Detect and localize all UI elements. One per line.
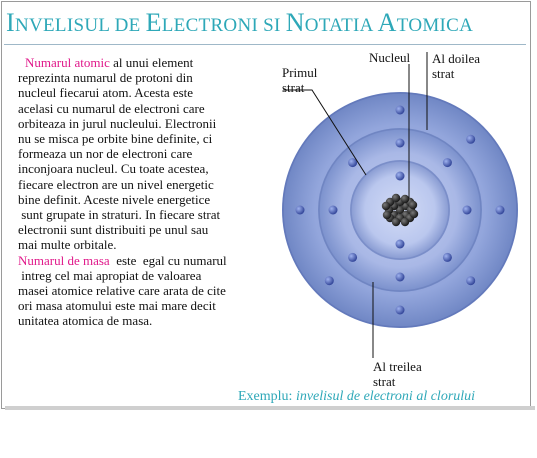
text-line: inconjoara nucleul. Cu toate acestea, [18,161,209,177]
nucleon [392,194,400,202]
electron-second-shell [329,206,338,215]
nucleon [409,201,417,209]
title-part: I [6,8,15,37]
example-text: invelisul de electroni al clorului [295,389,476,404]
electron-second-shell [443,158,452,167]
title-part: NVELISUL DE [14,15,146,36]
text-line: sunt grupate in straturi. In fiecare strat [18,207,221,223]
electron-second-shell [396,273,405,282]
electron-second-shell [443,253,452,262]
electron-first-shell [396,172,405,181]
label-second-shell-line2: strat [432,66,455,81]
title-part: TOMICA [396,15,474,36]
text-line: ori masa atomului este mai mare decit [18,298,216,314]
electron-second-shell [348,253,357,262]
text-line: fiecare electron are un nivel energetic [18,176,214,192]
example-label: Exemplu: [238,389,296,404]
nucleon [410,210,418,218]
text-line: este egal cu numarul [109,252,227,268]
text-line: intreg cel mai apropiat de valoarea [18,267,202,283]
text-line: formeaza un nor de electroni care [18,146,193,162]
title-part: E [145,8,162,37]
electron-second-shell [396,139,405,148]
text-line: nu se misca pe orbite bine definite, ci [18,131,213,147]
text-line: bine definit. Aceste nivele energetice [18,191,211,207]
term-atomic-number: Numarul atomic [25,55,110,70]
text-line: reprezinta numarul de protoni din [18,70,193,86]
label-first-shell-line2: strat [282,80,305,95]
electron-third-shell [296,206,305,215]
electron-third-shell [396,106,405,115]
title-part: LECTRONI SI [161,15,286,36]
nucleon [382,202,390,210]
nucleon [401,218,409,226]
electron-third-shell [325,276,334,285]
term-mass-number: Numarul de masa [18,252,110,268]
electron-first-shell [396,240,405,249]
text-line: al unui element [109,55,194,70]
label-third-shell-line1: Al treilea [373,359,422,374]
title-part: N [285,8,305,37]
text-line: masei atomice relative care arata de cite [18,283,226,299]
example-caption [238,389,530,405]
title-part: OTATIA [304,15,378,36]
label-first-shell-line1: Primul [282,65,318,80]
electron-third-shell [496,206,505,215]
electron-third-shell [466,276,475,285]
electron-third-shell [466,135,475,144]
nucleon [383,211,391,219]
text-line: acelasi cu numarul de electroni care [18,100,205,116]
title-part: A [377,8,397,37]
nucleon [401,195,409,203]
label-nucleus: Nucleul [369,50,411,65]
text-line: nucleul fiecarui atom. Acesta este [18,85,194,101]
text-line: orbiteaza in jurul nucleului. Electronii [18,115,217,131]
text-line: unitatea atomica de masa. [18,313,153,329]
label-second-shell-line1: Al doilea [432,51,481,66]
nucleon [392,218,400,226]
electron-second-shell [463,206,472,215]
electron-third-shell [396,306,405,315]
label-third-shell-line2: strat [373,374,396,389]
text-line: mai multe orbitale. [18,237,117,253]
text-line: electronii sunt distribuiti pe unul sau [18,222,209,238]
